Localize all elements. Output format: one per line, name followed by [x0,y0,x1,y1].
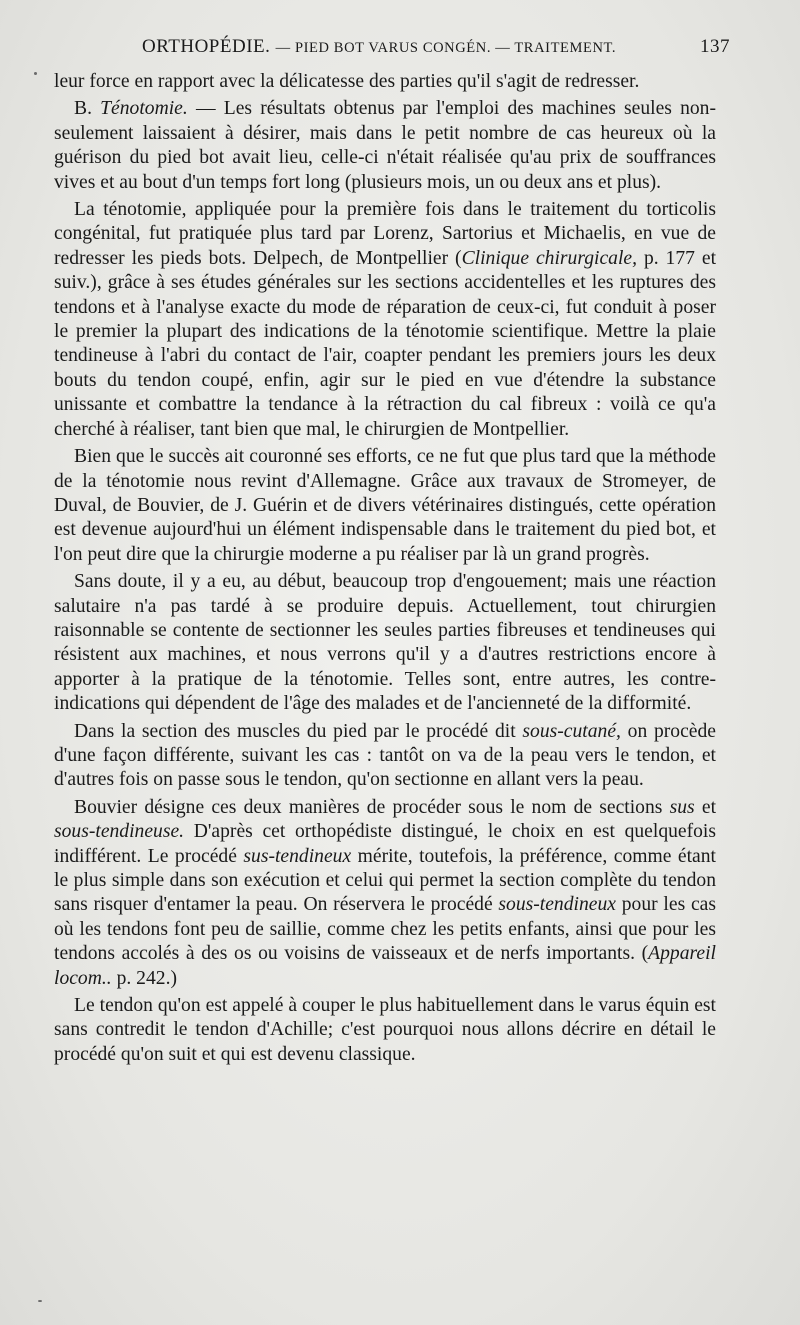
text-run: Le tendon qu'on est appelé à couper le plus habituellement dans le varus équin est sans contredit le tendon d'Achille; c'est pourquoi nous allons décrire en détail le procédé qu'on suit et qui est devenu classique. [54,995,716,1065]
text-body [54,70,716,1067]
running-title-sub: — PIED BOT VARUS CONGÉN. — TRAITEMENT. [275,40,617,56]
italic-text: Clinique chirurgicale, [461,247,638,269]
italic-text: sous-cutané, [522,720,621,742]
paragraph [54,445,716,567]
text-run: Sans doute, il y a eu, au début, beaucoup trop d'engouement; mais une réaction salutaire n'a pas tardé à se produire depuis. Actuellement, tout chirurgien raisonnable se contente de sectionner les seules parties fibreuses et tendineuses qui résistent aux machines, et nous verrons qu'il y a d'autres restrictions encore à apporter à la pratique de la ténotomie. Telles sont, entre autres, les contre-indications qui dépendent de l'âge des malades et de l'ancienneté de la difformité. [54,571,716,715]
italic-text: Appareil locom.. [54,943,716,989]
running-title [142,36,616,58]
text-run: et [694,796,717,818]
text-run: La ténotomie, appliquée pour la première fois dans le traitement du torticolis congénital, fut pratiquée plus tard par Lorenz, Sartorius et Michaelis, en vue de redresser les pieds bots. Delpech, de Montpellier ( [54,199,716,269]
text-run: Bien que le succès ait couronné ses efforts, ce ne fut que plus tard que la méthode de la ténotomie nous revint d'Allemagne. Grâce aux travaux de Stromeyer, de Duval, de Bouvier, de J. Guérin et de divers vétérinaires distingués, cette opération est devenue aujourd'hui un élément indispensable dans le traitement du pied bot, et l'on peut dire que la chirurgie moderne a pu réaliser par là un grand progrès. [54,446,716,565]
text-run: mérite, toutefois, la préférence, comme étant le plus simple dans son exécution et celui qui permet la section complète du tendon sans risquer d'entamer la peau. On réservera le procédé [54,845,716,916]
paragraph [54,70,716,94]
text-run: Dans la section des muscles du pied par le procédé dit [74,720,523,742]
paragraph [54,97,716,195]
print-speck [34,72,37,75]
print-speck [38,1300,42,1302]
text-run: — Les résultats obtenus par l'emploi des machines seules non-seulement laissaient à désirer, mais dans le petit nombre de cas heureux où la guérison du pied bot avait lieu, celle-ci n'était réalisée qu'au prix de souffrances vives et au bout d'un temps fort long (plusieurs mois, un ou deux ans et plus). [54,98,716,193]
page-number: 137 [700,36,730,57]
italic-text: sous-tendineuse. [54,821,185,843]
text-run: p. 177 et suiv.), grâce à ses études générales sur les sections accidentelles et les ruptures des tendons et à l'analyse exacte du mode de réparation de ceux-ci, fut conduit à poser le premier la plupart des indications de la ténotomie scientifique. Mettre la plaie tendineuse à l'abri du contact de l'air, coapter pendant les premiers jours les deux bouts du tendon coupé, enfin, agir sur le pied en vue d'étendre la substance unissante et combattre la tendance à la rétraction du cal fibreux : voilà ce qu'a cherché à réaliser, tant bien que mal, le chirurgien de Montpellier. [54,247,717,440]
paragraph [54,994,716,1067]
paragraph [54,198,716,442]
text-run: p. 242.) [111,967,177,989]
paragraph [54,570,716,716]
italic-text: sus-tendineux [243,845,352,867]
text-run: on procède d'une façon différente, suivant les cas : tantôt on va de la peau vers le tendon, et d'autres fois on passe sous le tendon, qu'on sectionne en allant vers la peau. [54,720,716,791]
paragraph [54,796,716,991]
text-run: Bouvier désigne ces deux manières de procéder sous le nom de sections [74,796,670,818]
italic-text: sus [669,796,695,818]
running-title-main: ORTHOPÉDIE. [142,36,271,57]
text-run: leur force en rapport avec la délicatesse des parties qu'il s'agit de redresser. [54,71,640,92]
text-run: pour les cas où les tendons font peu de saillie, comme chez les petits enfants, ainsi que pour les tendons accolés à des os ou voisins de vaisseaux et de nerfs importants. ( [54,894,716,965]
italic-text: sous-tendineux [498,894,616,916]
text-run: D'après cet orthopédiste distingué, le choix en est quelquefois indifférent. Le procédé [54,821,716,867]
italic-text: Ténotomie. [100,98,188,120]
paragraph [54,720,716,793]
running-header [54,36,730,66]
text-run: B. [74,98,101,120]
